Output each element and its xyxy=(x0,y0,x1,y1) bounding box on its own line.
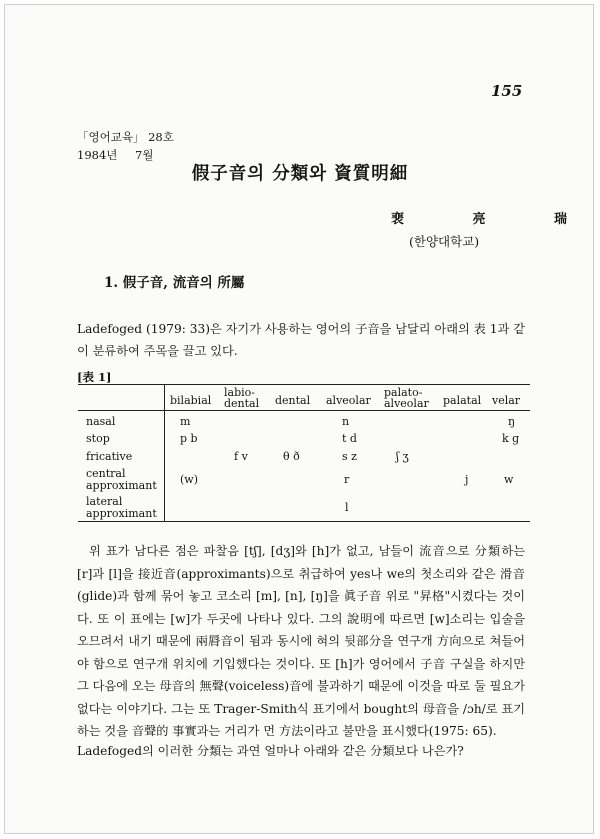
paragraph-intro: Ladefoged (1979: 33)은 자기가 사용하는 영어의 子音을 남달리 아래의 表 1과 같이 분류하여 주목을 끌고 있다. xyxy=(77,322,525,358)
consonant-table xyxy=(78,384,530,522)
cell-fricative-labiodental: f v xyxy=(234,450,248,463)
cell-central-palatal: j xyxy=(465,473,469,486)
article-title: 假子音의 分類와 資質明細 xyxy=(191,164,409,184)
header-palatal: palatal xyxy=(443,394,482,407)
cell-central-alveolar: r xyxy=(344,473,350,486)
header-palatoalveolar-2: alveolar xyxy=(384,397,429,410)
header-dental: dental xyxy=(275,394,311,407)
journal-info xyxy=(77,128,174,164)
table-header-rule xyxy=(78,410,530,411)
cell-fricative-palatoalveolar: ʃ ʒ xyxy=(396,450,409,463)
cell-stop-velar: k g xyxy=(502,432,520,445)
cell-stop-alveolar: t d xyxy=(342,432,357,445)
paragraph-discussion xyxy=(77,540,525,743)
cell-nasal-bilabial: m xyxy=(180,415,191,428)
journal-year: 1984년 xyxy=(77,148,118,162)
header-labiodental-1: labio- xyxy=(224,386,255,399)
author-name: 裵 亮 瑞 xyxy=(391,212,600,227)
table-top-rule xyxy=(78,384,530,385)
row-label-nasal: nasal xyxy=(86,415,116,428)
row-label-central: central xyxy=(86,467,126,480)
journal-month: 7월 xyxy=(135,148,154,162)
cell-central-velar: w xyxy=(504,473,514,486)
row-label-lateral-approximant: approximant xyxy=(86,507,157,520)
cell-lateral-alveolar: l xyxy=(345,501,349,514)
paragraph-question: Ladefoged의 이러한 分類는 과연 얼마나 아래와 같은 分類보다 나은가? xyxy=(77,744,464,758)
table-label: [表 1] xyxy=(77,370,112,384)
header-velar: velar xyxy=(492,394,521,407)
page-number: 155 xyxy=(491,82,523,100)
cell-nasal-alveolar: n xyxy=(342,415,350,428)
paragraph-discussion-text: 위 표가 남다른 점은 파찰음 [tʃ], [dʒ]와 [h]가 없고, 남들이 流音으로 分類하는 [r]과 [l]을 接近音(approximants)으로 취급하여 yes나 we의 첫소리와 같은 滑音(glide)과 함께 묶어 놓고 코소리 [m], [n], [ŋ]을 眞子音 위로 "昇格"시켰다는 것이다. 또 이 표에는 [w]가 두곳에 나타나 있다. 그의 說明에 따르면 [w]소리는 입술을 오므려서 내기 때문에 兩脣音이 됨과 동시에 혀의 뒷部分을 연구개 方向으로 쳐들어야 함으로 연구개 위치에 기입했다는 것이다. 또 [h]가 영어에서 子音 구실을 하지만 그 다음에 오는 母音의 無聲(voiceless)音에 불과하기 때문에 이것을 따로 둘 필요가 없다는 이야기다. 그는 또 Trager-Smith식 표기에서 bought의 母音을 /ɔh/로 표기하는 것을 音聲的 事實과는 거리가 먼 方法이라고 불만을 표시했다(1975: 65). xyxy=(77,544,525,738)
table-bottom-rule xyxy=(78,521,530,522)
header-alveolar: alveolar xyxy=(326,394,371,407)
cell-fricative-alveolar: s z xyxy=(342,450,357,463)
row-label-stop: stop xyxy=(86,432,110,445)
section-heading: 1. 假子音, 流音의 所屬 xyxy=(104,275,245,291)
cell-nasal-velar: ŋ xyxy=(508,415,516,428)
header-palatoalveolar-1: palato- xyxy=(384,386,423,399)
cell-fricative-dental: θ ð xyxy=(283,450,300,463)
row-label-fricative: fricative xyxy=(86,450,133,463)
journal-name: 「영어교육」 28호 xyxy=(77,130,174,144)
row-label-central-approximant: approximant xyxy=(86,479,157,492)
author-affiliation: (한양대학교) xyxy=(409,234,480,249)
cell-stop-bilabial: p b xyxy=(180,432,198,445)
row-label-lateral: lateral xyxy=(86,495,123,508)
header-bilabial: bilabial xyxy=(170,394,212,407)
cell-central-bilabial: (w) xyxy=(180,473,198,486)
header-labiodental-2: dental xyxy=(224,397,260,410)
table-column-rule xyxy=(164,384,165,522)
